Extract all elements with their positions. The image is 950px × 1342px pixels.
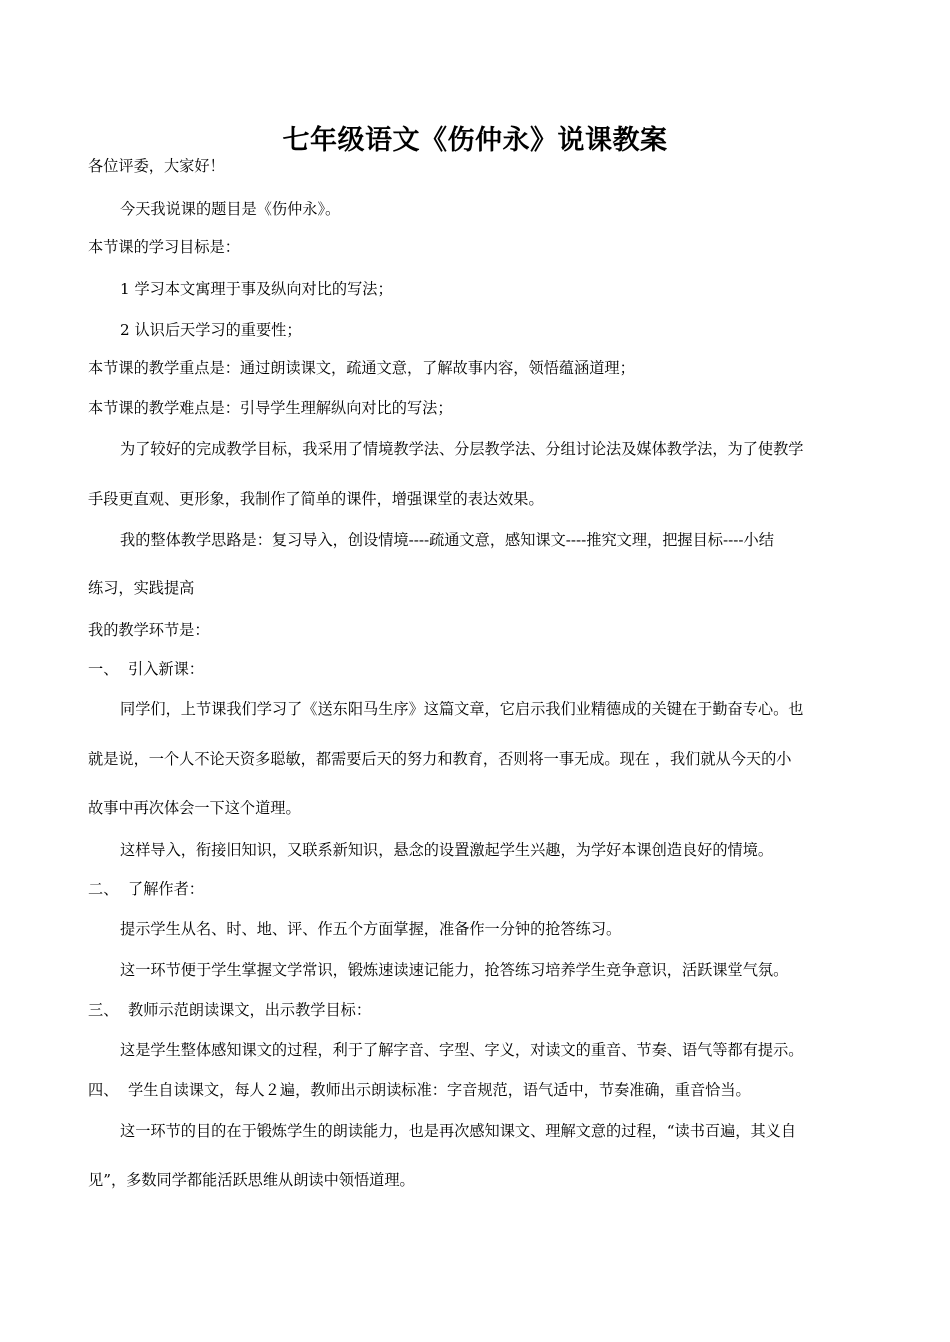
section-title: 了解作者： [128, 880, 204, 898]
section-paragraph: 这样导入，衔接旧知识，又联系新知识，悬念的设置激起学生兴趣，为学好本课创造良好的情境。 [120, 841, 774, 859]
intro-paragraph: 今天我说课的题目是《伤仲永》。 [120, 200, 341, 218]
section-paragraph: 故事中再次体会一下这个道理。 [88, 799, 301, 817]
objectives-heading: 本节课的学习目标是： [88, 238, 240, 256]
document-title: 七年级语文《伤仲永》说课教案 [282, 125, 668, 156]
section-heading [88, 1080, 751, 1100]
section-title: 教师示范朗读课文，出示教学目标： [128, 1001, 371, 1019]
section-paragraph: 就是说，一个人不论天资多聪敏，都需要后天的努力和教育，否则将一事无成。现在 ，我们就从今天的小 [88, 750, 792, 768]
section-title: 引入新课： [128, 660, 204, 678]
section-number: 一、 [88, 660, 119, 678]
section-heading [88, 659, 204, 679]
section-heading [88, 1000, 371, 1020]
section-paragraph: 这是学生整体感知课文的过程，利于了解字音、字型、字义，对读文的重音、节奏、语气等都有提示。 [120, 1041, 804, 1059]
steps-heading: 我的教学环节是： [88, 621, 210, 639]
section-title: 学生自读课文，每人２遍，教师出示朗读标准：字音规范，语气适中，节奏准确，重音恰当。 [128, 1081, 751, 1099]
greeting: 各位评委，大家好！ [88, 157, 225, 175]
methods-line: 手段更直观、更形象，我制作了简单的课件，增强课堂的表达效果。 [88, 490, 544, 508]
section-paragraph: 这一环节的目的在于锻炼学生的朗读能力，也是再次感知课文、理解文意的过程，“读书百遍，其义自 [120, 1122, 797, 1140]
section-number: 三、 [88, 1001, 119, 1019]
approach-line: 我的整体教学思路是：复习导入，创设情境----疏通文意，感知课文----推究文理，把握目标----小结 [120, 531, 774, 549]
section-number: 四、 [88, 1081, 119, 1099]
approach-line: 练习，实践提高 [88, 579, 195, 597]
key-point: 本节课的教学重点是：通过朗读课文，疏通文意，了解故事内容，领悟蕴涵道理； [88, 359, 635, 377]
section-paragraph: 这一环节便于学生掌握文学常识，锻炼速读速记能力，抢答练习培养学生竞争意识，活跃课堂气氛。 [120, 961, 789, 979]
section-paragraph: 同学们，上节课我们学习了《送东阳马生序》这篇文章，它启示我们业精德成的关键在于勤奋专心。也 [120, 700, 804, 718]
section-paragraph: 见”，多数同学都能活跃思维从朗读中领悟道理。 [88, 1171, 415, 1189]
objective-item: 2 认识后天学习的重要性； [120, 321, 302, 339]
section-number: 二、 [88, 880, 119, 898]
difficulty: 本节课的教学难点是：引导学生理解纵向对比的写法； [88, 399, 453, 417]
methods-line: 为了较好的完成教学目标，我采用了情境教学法、分层教学法、分组讨论法及媒体教学法，为了使教学 [120, 440, 804, 458]
objective-item: 1 学习本文寓理于事及纵向对比的写法； [120, 280, 393, 298]
section-paragraph: 提示学生从名、时、地、评、作五个方面掌握，准备作一分钟的抢答练习。 [120, 920, 622, 938]
section-heading [88, 879, 204, 899]
